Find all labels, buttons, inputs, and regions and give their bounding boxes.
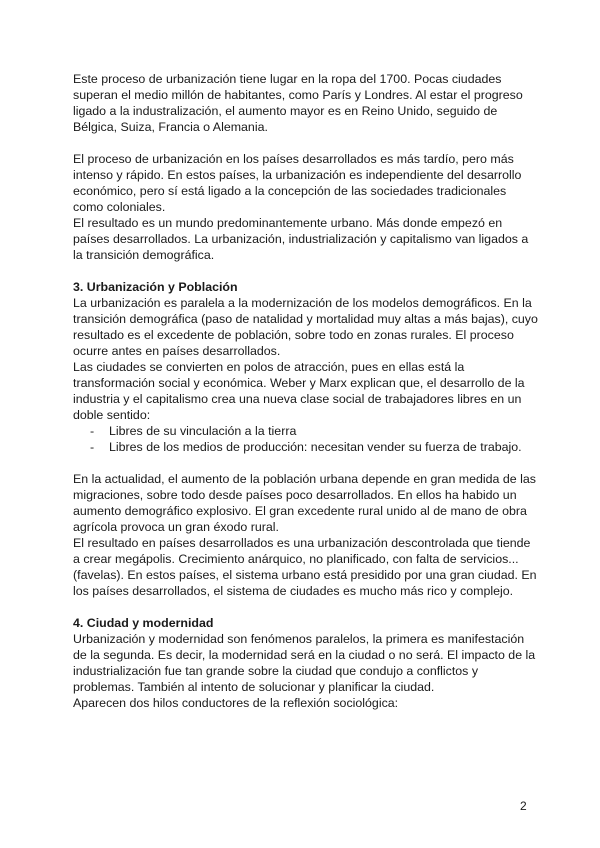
text-line: transformación social y económica. Weber y Marx explican que, el desarrollo de la (73, 376, 525, 390)
text-line: países desarrollados. La urbanización, industrialización y capitalismo van ligados a (73, 232, 529, 246)
text-line: económico, pero sí está ligado a la concepción de las sociedades tradicionales (73, 184, 507, 198)
list-item (73, 439, 533, 455)
text-line: la transición demográfica. (73, 248, 215, 262)
text-line: El resultado en países desarrollados es una urbanización descontrolada que tiende (73, 536, 531, 550)
text-line: los países desarrollados, el sistema de ciudades es mucho más rico y complejo. (73, 584, 514, 598)
paragraph-urbanization-1700 (73, 71, 533, 135)
bullet-marker: - (90, 440, 95, 454)
paragraph-migrations (73, 471, 537, 599)
section-4 (73, 615, 536, 711)
paragraph-developed-countries (73, 151, 533, 263)
text-line: doble sentido: (73, 408, 151, 422)
page-number: 2 (520, 799, 527, 813)
text-line: La urbanización es paralela a la modernización de los modelos demográficos. En la (73, 296, 532, 310)
text-line: (favelas). En estos países, el sistema urbano está presidido por una gran ciudad. En (73, 568, 537, 582)
text-line: Las ciudades se convierten en polos de atracción, pues en ellas está la (73, 360, 465, 374)
bullet-marker: - (90, 424, 95, 438)
text-line: de la segunda. Es decir, la modernidad será en la ciudad o no será. El impacto de la (73, 648, 536, 662)
text-line: El proceso de urbanización en los países desarrollados es más tardío, pero más (73, 152, 514, 166)
text-line: El resultado es un mundo predominantemente urbano. Más donde empezó en (73, 216, 503, 230)
text-line: Este proceso de urbanización tiene lugar en la ropa del 1700. Pocas ciudades (73, 72, 502, 86)
text-line: aumento demográfico explosivo. El gran excedente rural unido al de mano de obra (73, 504, 527, 518)
text-line: agrícola provoca un gran éxodo rural. (73, 520, 279, 534)
section-3 (73, 279, 538, 423)
text-line: problemas. También al intento de solucionar y planificar la ciudad. (73, 680, 435, 694)
text-line: como coloniales. (73, 200, 166, 214)
text-line: ligado a la industralización, el aumento mayor es en Reino Unido, seguido de (73, 104, 498, 118)
text-line: industrialización fue tan grande sobre la ciudad que condujo a conflictos y (73, 664, 479, 678)
text-line: a crear megápolis. Crecimiento anárquico, no planificado, con falta de servicios... (73, 552, 519, 566)
text-line: superan el medio millón de habitantes, como París y Londres. Al estar el progreso (73, 88, 523, 102)
text-line: En la actualidad, el aumento de la población urbana depende en gran medida de las (73, 472, 536, 486)
section-heading: 4. Ciudad y modernidad (73, 616, 214, 630)
text-line: migraciones, sobre todo desde países poco desarrollados. En ellos ha habido un (73, 488, 517, 502)
list-item (73, 423, 533, 439)
bullet-list (73, 423, 533, 455)
text-line: Urbanización y modernidad son fenómenos paralelos, la primera es manifestación (73, 632, 525, 646)
text-line: Bélgica, Suiza, Francia o Alemania. (73, 120, 268, 134)
list-item-text: Libres de los medios de producción: necesitan vender su fuerza de trabajo. (109, 440, 522, 454)
text-line: transición demográfica (paso de natalidad y mortalidad muy altas a más bajas), cuyo (73, 312, 538, 326)
text-line: Aparecen dos hilos conductores de la reflexión sociológica: (73, 696, 399, 710)
text-line: industria y el capitalismo crea una nueva clase social de trabajadores libres en un (73, 392, 522, 406)
text-line: resultado es el excedente de población, sobre todo en zonas rurales. El proceso (73, 328, 514, 342)
section-heading: 3. Urbanización y Población (73, 280, 238, 294)
list-item-text: Libres de su vinculación a la tierra (109, 424, 297, 438)
text-line: ocurre antes en países desarrollados. (73, 344, 281, 358)
text-line: intenso y rápido. En estos países, la urbanización es independiente del desarrollo (73, 168, 522, 182)
